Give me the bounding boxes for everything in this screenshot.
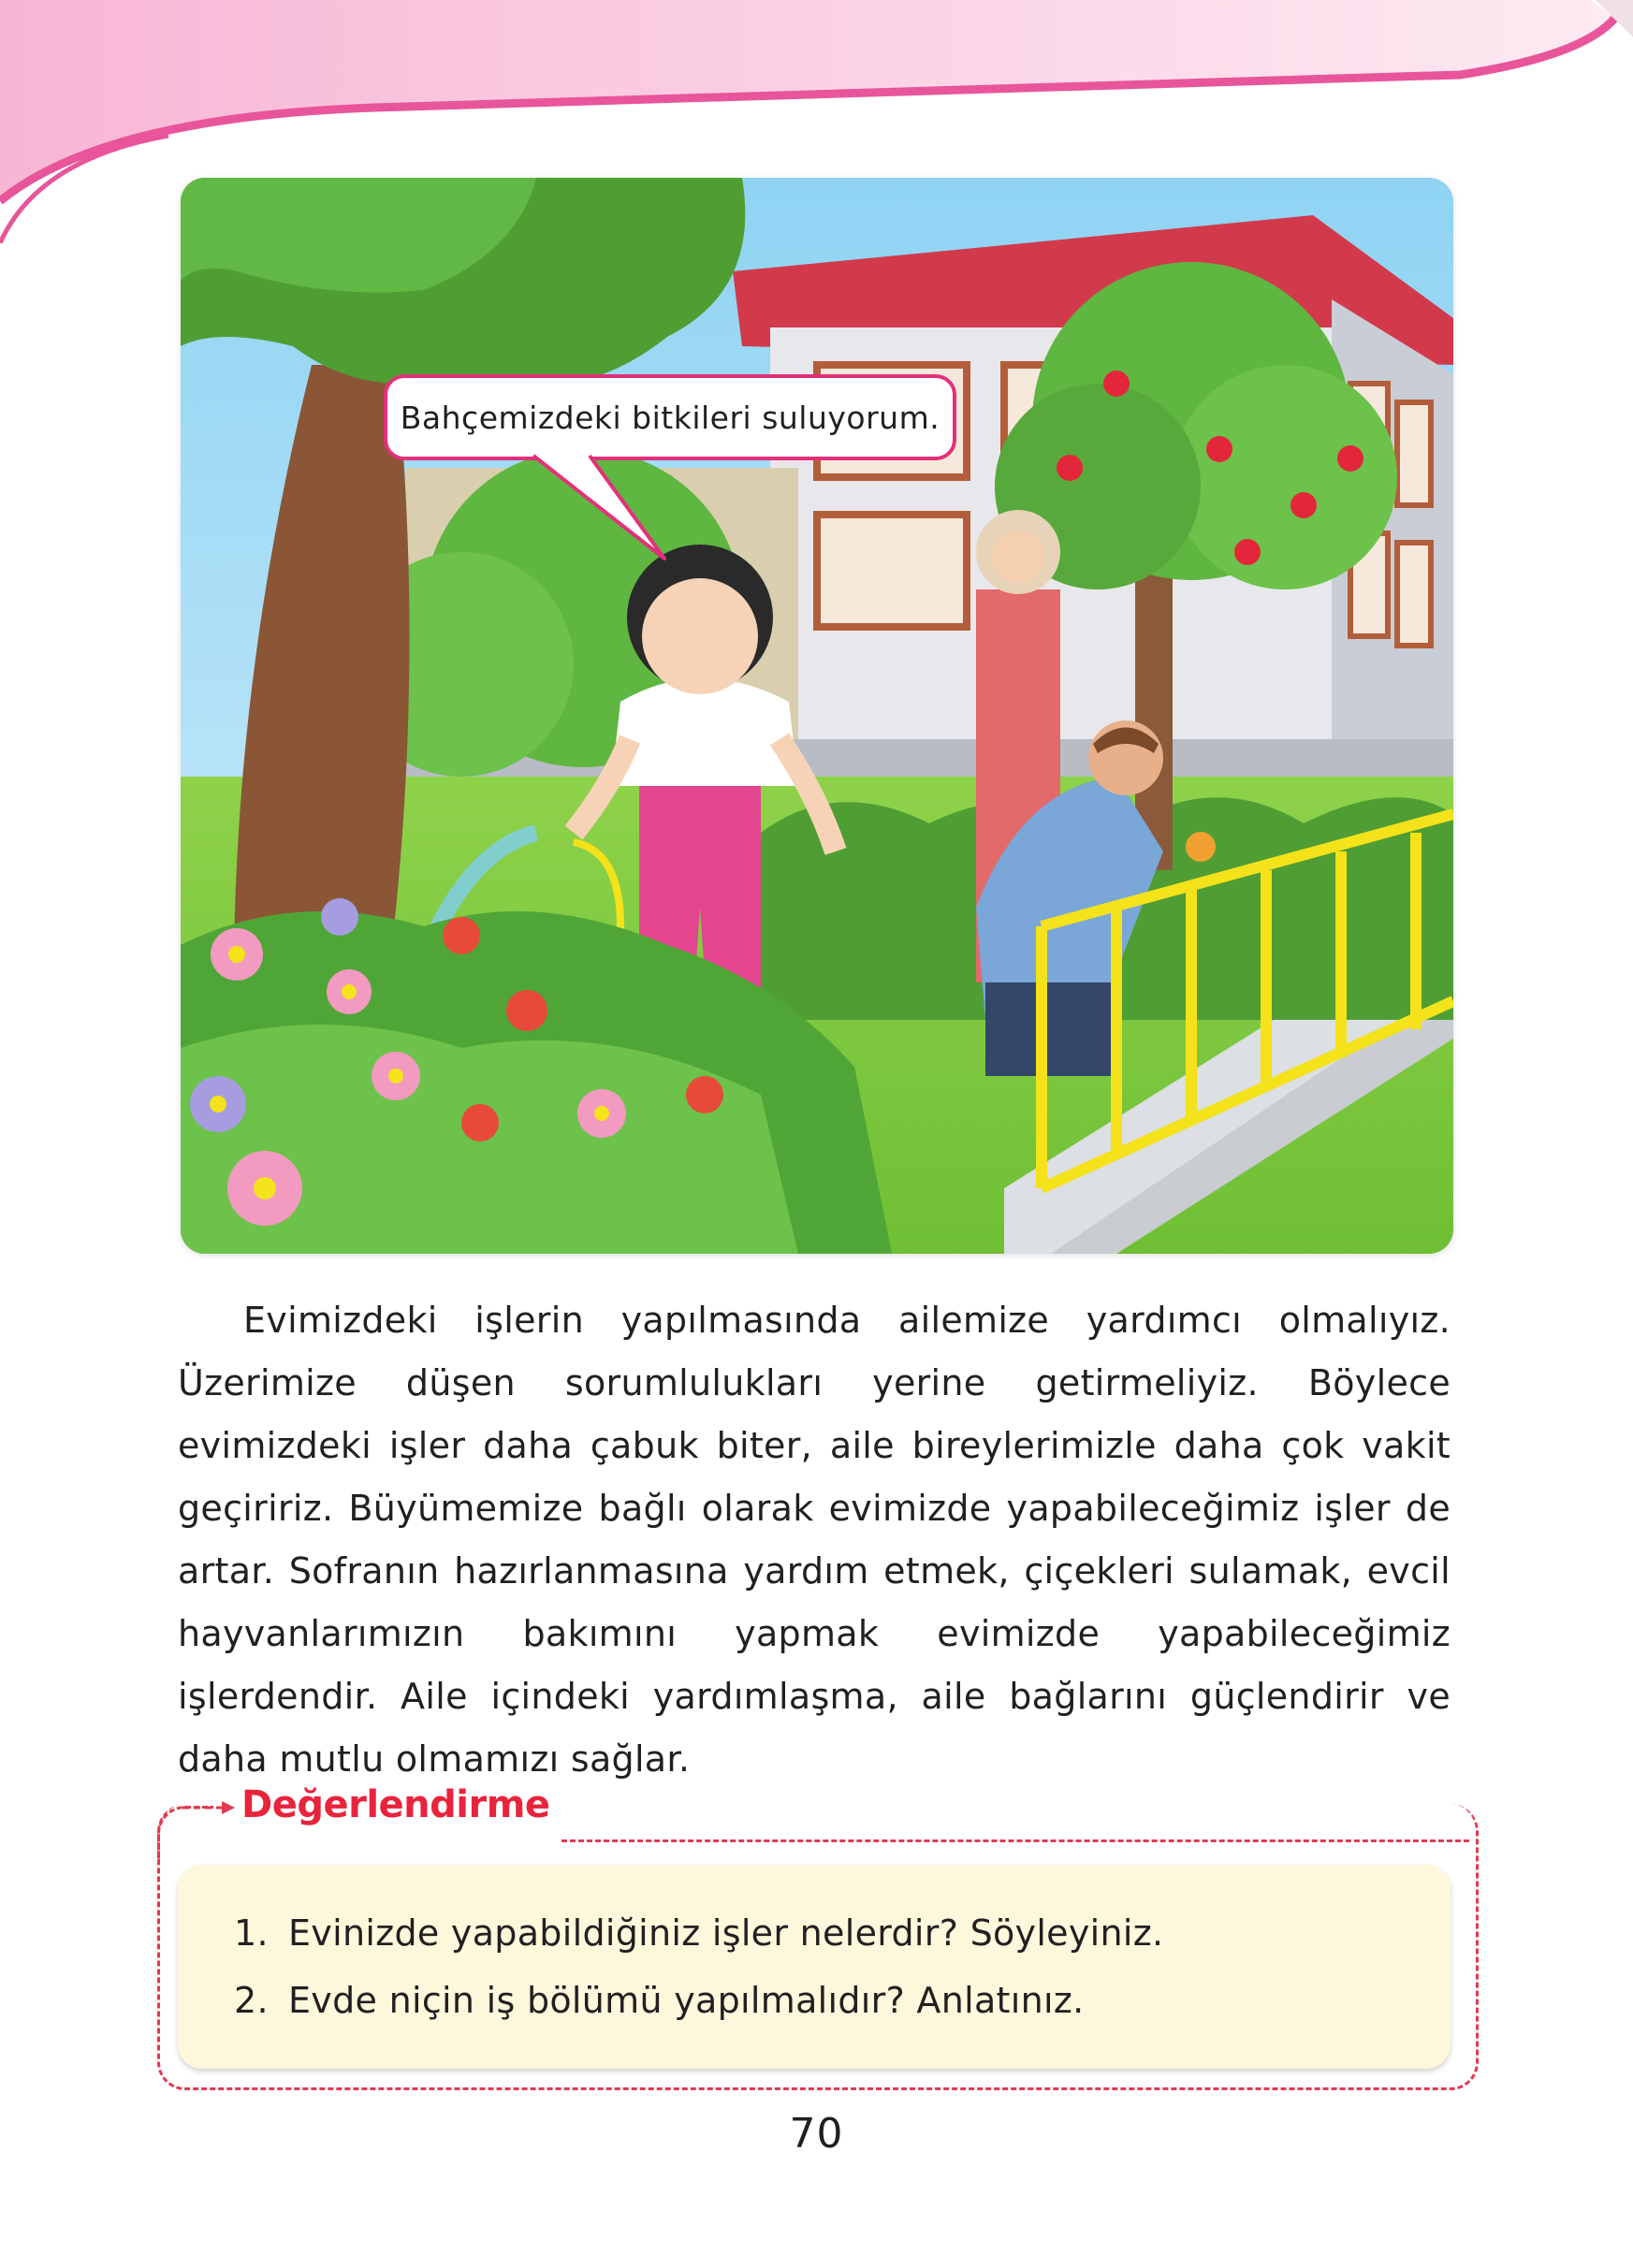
question-number: 2.	[234, 1980, 269, 2021]
body-paragraph: Evimizdeki işlerin yapılmasında ailemize yardımcı olmalıyız. Üzerimize düşen sorumlulukları yerine getirmeliyiz. Böylece evimizdeki işler daha çabuk biter, aile bireylerimizle daha çok vakit geçiririz. Büyümemize bağlı olarak evimizde yapabileceğimiz işler de artar. Sofranın hazırlanmasına yardım etmek, çiçekleri sulamak, evcil hayvanlarımızın bakımını yapmak evimizde yapabileceğimiz işlerdendir. Aile içindeki yardımlaşma, aile bağlarını güçlendirir ve daha mutlu olmamızı sağlar.	[178, 1300, 1451, 1780]
evaluation-title: Değerlendirme	[241, 1783, 550, 1826]
arrow-right-icon	[182, 1798, 239, 1817]
question-item	[234, 1899, 1163, 1967]
question-list	[234, 1899, 1163, 2034]
speech-bubble	[384, 374, 956, 460]
question-item	[234, 1967, 1163, 2034]
garden-illustration	[181, 178, 1453, 1254]
question-text: Evinizde yapabildiğiniz işler nelerdir? Söyleyiniz.	[288, 1912, 1164, 1954]
page-number: 70	[789, 2110, 844, 2158]
evaluation-frame-top	[561, 1839, 1469, 1842]
speech-bubble-text: Bahçemizdeki bitkileri suluyorum.	[400, 399, 940, 436]
question-text: Evde niçin iş bölümü yapılmalıdır? Anlatınız.	[288, 1980, 1085, 2021]
question-number: 1.	[234, 1912, 269, 1954]
speech-bubble-tail	[524, 454, 674, 566]
